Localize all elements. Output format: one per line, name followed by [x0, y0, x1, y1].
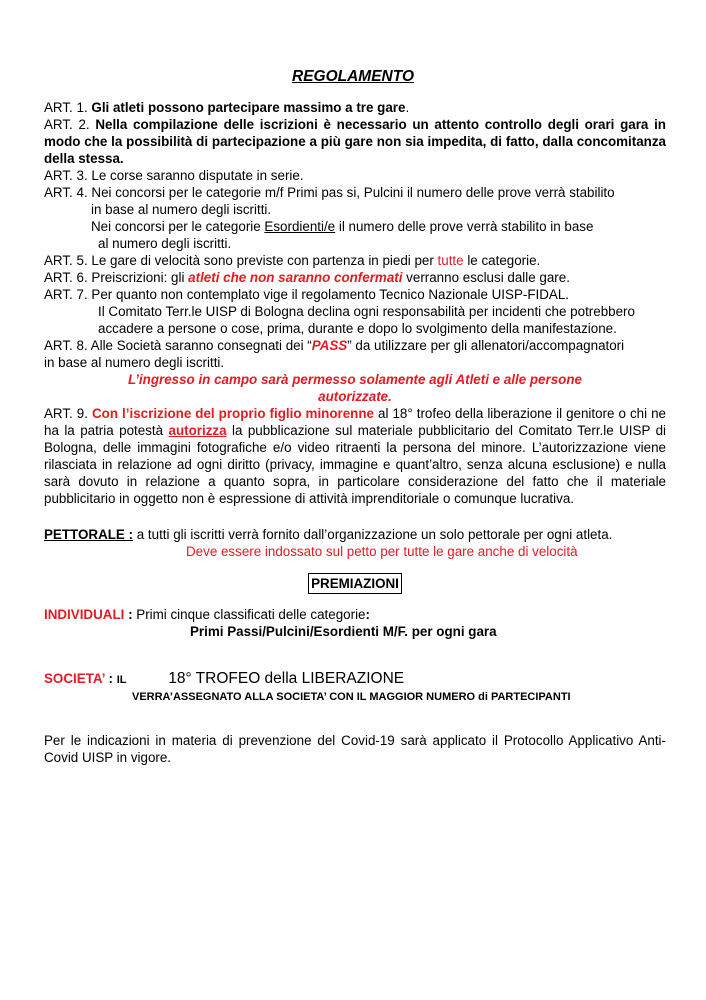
art3-number: ART. 3. [44, 168, 88, 183]
page-title: REGOLAMENTO [292, 68, 414, 85]
art8-notice-line1: L’ingresso in campo sarà permesso solamente agli Atleti e alle persone [128, 372, 582, 387]
art2-number: ART. 2. [44, 117, 90, 132]
art5-number: ART. 5. [44, 253, 88, 268]
societa-il: IL [116, 674, 127, 686]
art5-post: le categorie. [463, 253, 541, 268]
art9 [44, 405, 666, 507]
art6-number: ART. 6. [44, 270, 88, 285]
art4-line3-pre: Nei concorsi per le categorie [91, 219, 265, 234]
art7-line3: accadere a persone o cose, prima, durante e dopo lo svolgimento della manifestazione. [98, 321, 617, 336]
art7 [44, 286, 666, 303]
art1 [44, 99, 666, 116]
art4-line2: in base al numero degli iscritti. [91, 202, 272, 217]
art2-text: Nella compilazione delle iscrizioni è necessario un attento controllo degli orari gara in modo che la possibilità di partecipazione a più gare non sia impedita, di fatto, dalla concomitanza della stessa. [44, 117, 666, 166]
art6-pre: Preiscrizioni: gli [91, 270, 189, 285]
art3 [44, 167, 666, 184]
art7-line1: Per quanto non contemplato vige il regolamento Tecnico Nazionale UISP-FIDAL. [91, 287, 570, 302]
art1-text: Gli atleti possono partecipare massimo a tre gare [91, 100, 406, 115]
art7-line2: Il Comitato Terr.le UISP di Bologna declina ogni responsabilità per incidenti che potrebbero [98, 304, 635, 319]
art4-number: ART. 4. [44, 185, 88, 200]
societa-colon: : [104, 671, 117, 686]
art8-number: ART. 8. [44, 338, 88, 353]
art4 [44, 184, 666, 201]
art6-post: verranno esclusi dalle gare. [402, 270, 570, 285]
art5-red: tutte [437, 253, 464, 268]
art4-esordienti: Esordienti/e [264, 219, 336, 234]
art8-pass: PASS [311, 338, 348, 353]
art5-pre: Le gare di velocità sono previste con partenza in piedi per [91, 253, 438, 268]
pettorale-section [44, 526, 666, 560]
art9-red1: Con l’iscrizione del proprio figlio minorenne [92, 406, 374, 421]
societa-label: SOCIETA’ [44, 671, 105, 686]
covid-notice: Per le indicazioni in materia di prevenzione del Covid-19 sarà applicato il Protocollo Applicativo Anti-Covid UISP in vigore. [44, 733, 666, 765]
art4-line1: Nei concorsi per le categorie m/f Primi pas si, Pulcini il numero delle prove verrà stabilito [91, 185, 615, 200]
pettorale-text: a tutti gli iscritti verrà fornito dall’organizzazione un solo pettorale per ogni atleta. [133, 527, 613, 542]
individuali-line [44, 606, 666, 623]
art8-post: ” da utilizzare per gli allenatori/accompagnatori [347, 338, 625, 353]
art6 [44, 269, 666, 286]
articles [44, 99, 666, 507]
art8-line2: in base al numero degli iscritti. [44, 355, 225, 370]
premiazioni-title: PREMIAZIONI [308, 573, 402, 594]
individuali-categories: Primi Passi/Pulcini/Esordienti M/F. per ogni gara [190, 624, 497, 639]
art1-number: ART. 1. [44, 100, 88, 115]
individuali-section [44, 606, 666, 640]
societa-section [44, 670, 666, 706]
art9-number: ART. 9. [44, 406, 88, 421]
art7-number: ART. 7. [44, 287, 88, 302]
premiazioni-header [44, 573, 666, 594]
art2 [44, 116, 666, 167]
art8-pre: Alle Società saranno consegnati dei “ [90, 338, 312, 353]
societa-assignment: VERRA’ASSEGNATO ALLA SOCIETA’ CON IL MAGGIOR NUMERO di PARTECIPANTI [132, 691, 571, 703]
art4-line3 [44, 218, 666, 235]
pettorale-notice: Deve essere indossato sul petto per tutte le gare anche di velocità [186, 544, 578, 559]
pettorale-line [44, 526, 666, 543]
art9-autorizza: autorizza [168, 423, 227, 438]
art1-end: . [405, 100, 410, 115]
art3-text: Le corse saranno disputate in serie. [91, 168, 304, 183]
art4-line4: al numero degli iscritti. [98, 236, 232, 251]
art9-text1: al 18° trofeo della liberazione il genitore o chi ne ha la patria potestà [44, 406, 666, 438]
art6-red: atleti che non saranno confermati [188, 270, 403, 285]
individuali-colon2: : [365, 607, 370, 622]
individuali-label: INDIVIDUALI [44, 607, 125, 622]
art4-line3-post: il numero delle prove verrà stabilito in base [335, 219, 594, 234]
individuali-text: Primi cinque classificati delle categorie [136, 607, 366, 622]
art5 [44, 252, 666, 269]
art8 [44, 337, 666, 354]
art8-notice-line2: autorizzate. [318, 389, 392, 404]
art9-text2: la pubblicazione sul materiale pubblicitario del Comitato Terr.le UISP di Bologna, delle immagini fotografiche e/o video ritraenti la persona del minore. L’autorizzazione viene rilasciata in relazione ad ogni diritto (privacy, immagine e quant’altro, senza alcuna esclusione) e nulla sarà dovuto in relazione a quanto sopra, in particolare considerazione del fatto che il materiale pubblicitario in oggetto non è espressione di attività imprenditoriale o comunque lucrativa. [44, 423, 666, 506]
pettorale-label: PETTORALE : [44, 527, 134, 542]
societa-line [44, 670, 666, 689]
individuali-colon: : [124, 607, 137, 622]
trophy-name: 18° TROFEO della LIBERAZIONE [168, 670, 405, 687]
